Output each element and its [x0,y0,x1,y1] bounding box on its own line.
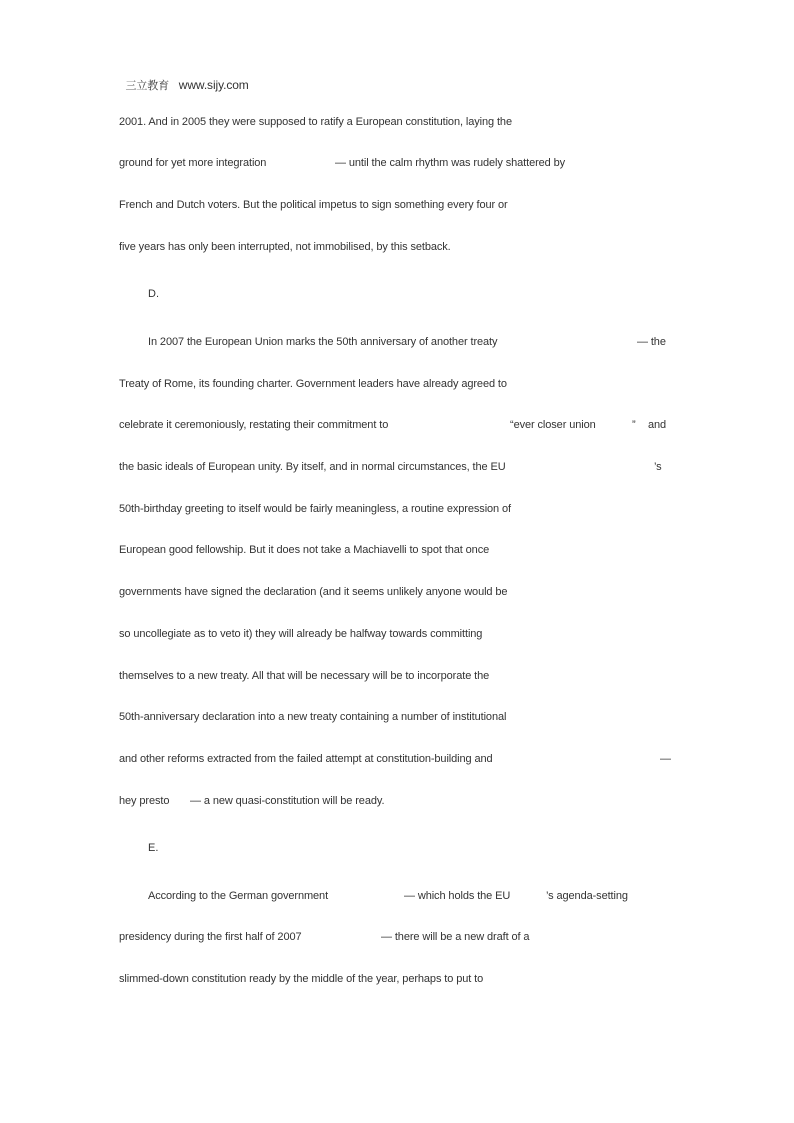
text-line: and [648,419,667,431]
text-line: 50th-birthday greeting to itself would be fairly meaningless, a routine expression of [119,503,512,515]
page-header [119,64,249,93]
text-line: ’s agenda-setting [546,890,628,902]
text-line: governments have signed the declaration (and it seems unlikely anyone would be [119,586,508,598]
text-line: presidency during the first half of 2007 [119,931,302,943]
text-line: In 2007 the European Union marks the 50th anniversary of another treaty [148,336,498,348]
text-line: celebrate it ceremoniously, restating their commitment to [119,419,389,431]
text-line: themselves to a new treaty. All that will be necessary will be to incorporate the [119,670,490,682]
text-line: hey presto [119,795,170,807]
text-line: 2001. And in 2005 they were supposed to ratify a European constitution, laying the [119,116,512,128]
text-line: 50th-anniversary declaration into a new treaty containing a number of institutional [119,711,507,723]
header-school-name: 三立教育 [125,79,170,92]
text-line: “ever closer union [510,419,596,431]
text-line: — there will be a new draft of a [381,931,530,943]
text-line: Treaty of Rome, its founding charter. Government leaders have already agreed to [119,378,507,390]
header-url: www.sijy.com [178,78,249,92]
text-line: five years has only been interrupted, not immobilised, by this setback. [119,241,451,253]
text-line: French and Dutch voters. But the political impetus to sign something every four or [119,199,508,211]
text-line: — which holds the EU [404,890,511,902]
section-marker-e: E. [148,842,159,854]
text-line: — the [637,336,666,348]
text-line: European good fellowship. But it does not take a Machiavelli to spot that once [119,544,490,556]
text-line: ground for yet more integration [119,157,267,169]
section-marker-d: D. [148,288,159,300]
text-line: — a new quasi-constitution will be ready. [190,795,385,807]
text-line: the basic ideals of European unity. By itself, and in normal circumstances, the EU [119,461,506,473]
text-line: According to the German government [148,890,329,902]
text-line: so uncollegiate as to veto it) they will already be halfway towards committing [119,628,483,640]
text-line: and other reforms extracted from the failed attempt at constitution-building and [119,753,493,765]
text-line: ” [632,419,636,431]
text-line: — until the calm rhythm was rudely shattered by [335,157,566,169]
text-line: slimmed-down constitution ready by the middle of the year, perhaps to put to [119,973,484,985]
text-line: — [660,753,671,765]
text-line: ’s [654,461,662,473]
